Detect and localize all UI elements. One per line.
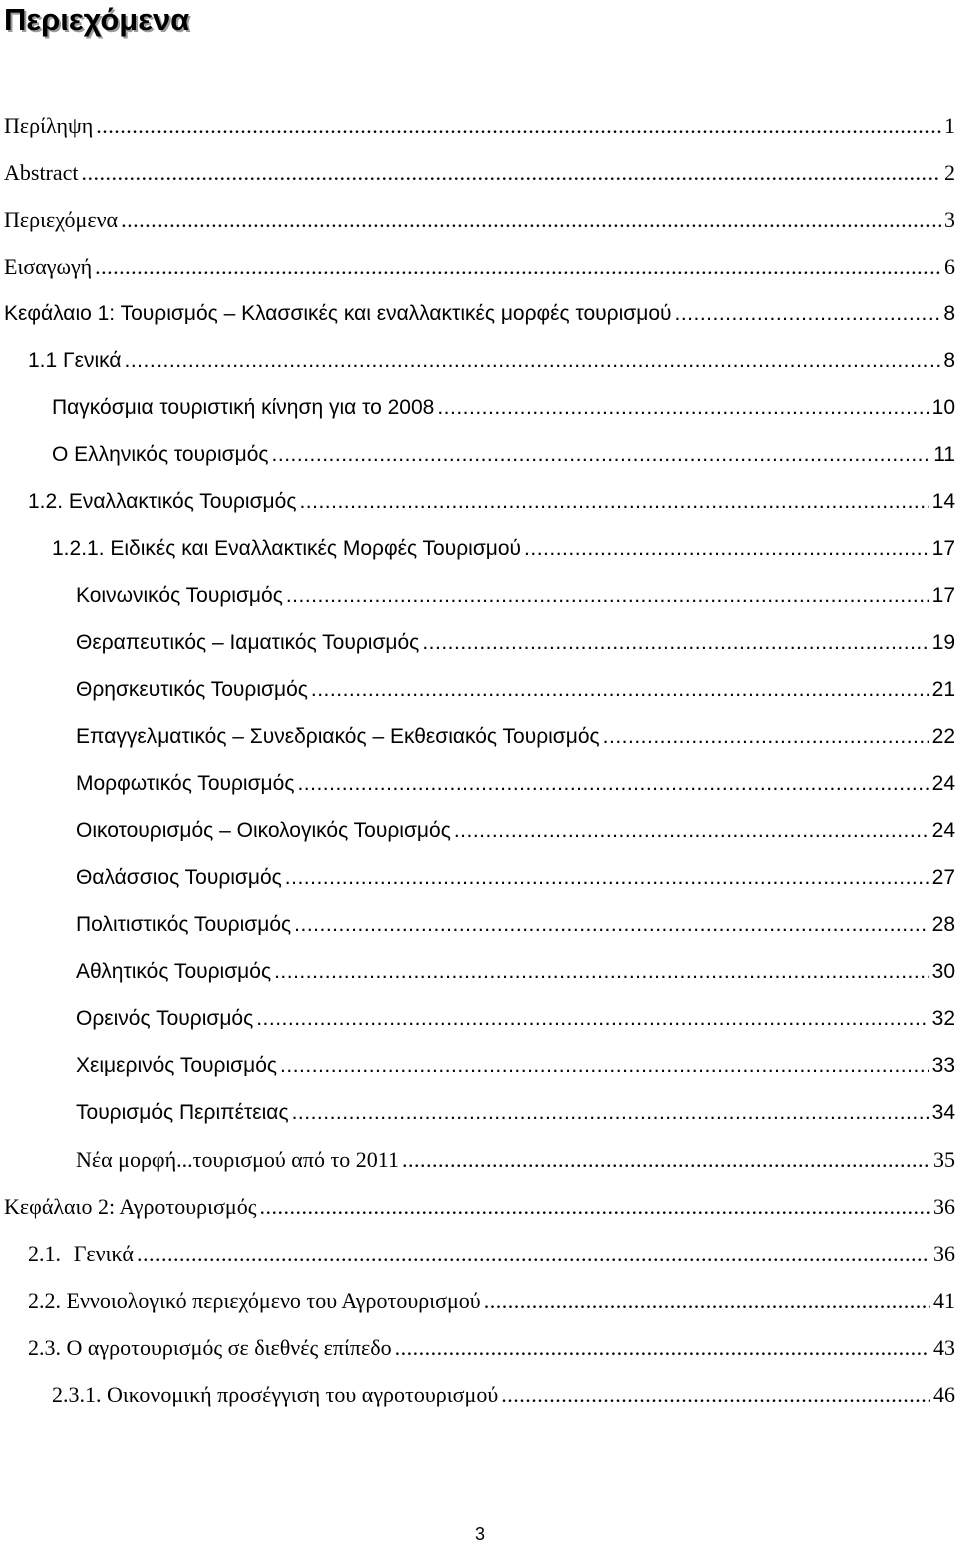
toc-entry[interactable] [0, 1042, 960, 1089]
toc-entry-label: Παγκόσμια τουριστική κίνηση για το 2008 [52, 396, 435, 419]
toc-page-number: 46 [933, 1382, 955, 1407]
toc-entry-label: Εισαγωγή [4, 254, 93, 279]
toc-page-number: 3 [944, 207, 955, 232]
toc-entry[interactable] [0, 149, 960, 196]
leader-dots [501, 1371, 930, 1418]
toc-page-number: 36 [933, 1241, 955, 1266]
toc-page-number: 24 [931, 772, 955, 795]
leader-dots [294, 901, 928, 948]
toc-entry-label: Νέα μορφή...τουρισμού από το 2011 [76, 1147, 399, 1172]
leader-dots [280, 1042, 929, 1089]
toc-entry[interactable] [0, 713, 960, 760]
leader-dots [121, 196, 941, 243]
leader-dots [297, 760, 928, 807]
toc-entry[interactable] [0, 337, 960, 384]
toc-entry-label: Θρησκευτικός Τουρισμός [76, 678, 308, 701]
toc-entry-label: Θεραπευτικός – Ιαματικός Τουρισμός [76, 631, 420, 654]
leader-dots [454, 807, 929, 854]
toc-page-number: 41 [933, 1288, 955, 1313]
toc-page-number: 32 [931, 1007, 955, 1030]
toc-entry-label: Περιεχόμενα [4, 207, 119, 232]
leader-dots [95, 243, 941, 290]
toc-entry[interactable] [0, 1136, 960, 1183]
toc-entry-label: Χειμερινός Τουρισμός [76, 1054, 278, 1077]
toc-page-number: 28 [931, 913, 955, 936]
leader-dots [674, 290, 940, 337]
toc-page-number: 22 [931, 725, 955, 748]
toc-entry[interactable] [0, 854, 960, 901]
toc-page-number: 35 [933, 1147, 955, 1172]
toc-entry-label: Κεφάλαιο 1: Τουρισμός – Κλασσικές και εναλλακτικές μορφές τουρισμού [4, 302, 672, 325]
toc-entry-label: Ο Ελληνικός τουρισμός [52, 443, 269, 466]
page-title: Περιεχόμενα [4, 2, 190, 37]
toc-entry[interactable] [0, 1089, 960, 1136]
leader-dots [422, 619, 928, 666]
toc-entry-label: Αθλητικός Τουρισμός [76, 960, 272, 983]
toc-entry-label: Κοινωνικός Τουρισμός [76, 584, 283, 607]
toc-entry[interactable] [0, 1277, 960, 1324]
leader-dots [484, 1277, 930, 1324]
page-number: 3 [474, 1524, 485, 1544]
toc-page-number: 1 [944, 113, 955, 138]
leader-dots [311, 666, 929, 713]
toc-entry[interactable] [0, 995, 960, 1042]
leader-dots [395, 1324, 930, 1371]
leader-dots [285, 854, 929, 901]
toc-page-number: 27 [931, 866, 955, 889]
toc-entry[interactable] [0, 807, 960, 854]
toc-entry[interactable] [0, 1183, 960, 1230]
toc-entry[interactable] [0, 196, 960, 243]
leader-dots [272, 431, 931, 478]
leader-dots [96, 102, 941, 149]
toc-entry-label: Θαλάσσιος Τουρισμός [76, 866, 282, 889]
toc-entry[interactable] [0, 1371, 960, 1418]
toc-entry[interactable] [0, 572, 960, 619]
toc-page-number: 36 [933, 1194, 955, 1219]
leader-dots [437, 384, 928, 431]
toc-entry[interactable] [0, 525, 960, 572]
table-of-contents [0, 102, 960, 1418]
toc-entry-number: 2.1. [28, 1241, 61, 1266]
leader-dots [402, 1136, 930, 1183]
toc-page-number: 8 [943, 302, 955, 325]
toc-page-number: 10 [931, 396, 955, 419]
toc-entry[interactable] [0, 478, 960, 525]
toc-entry-label: Περίληψη [4, 113, 94, 138]
toc-entry[interactable] [0, 760, 960, 807]
toc-entry[interactable] [0, 384, 960, 431]
leader-dots [299, 478, 928, 525]
toc-page-number: 43 [933, 1335, 955, 1360]
leader-dots [292, 1089, 929, 1136]
toc-page-number: 8 [943, 349, 955, 372]
leader-dots [259, 1183, 930, 1230]
toc-page-number: 6 [944, 254, 955, 279]
toc-entry[interactable] [0, 901, 960, 948]
toc-entry[interactable] [0, 431, 960, 478]
toc-entry-label: Γενικά [73, 1241, 134, 1266]
toc-page-number: 24 [931, 819, 955, 842]
toc-entry-label: Μορφωτικός Τουρισμός [76, 772, 295, 795]
toc-entry-label: 2.3. Ο αγροτουρισμός σε διεθνές επίπεδο [28, 1335, 392, 1360]
toc-entry-label: Ορεινός Τουρισμός [76, 1007, 254, 1030]
toc-page-number: 11 [933, 443, 955, 466]
toc-page-number: 14 [931, 490, 955, 513]
toc-entry-label: Επαγγελματικός – Συνεδριακός – Εκθεσιακός Τουρισμός [76, 725, 600, 748]
toc-page-number: 30 [931, 960, 955, 983]
toc-entry[interactable] [0, 666, 960, 713]
leader-dots [256, 995, 928, 1042]
toc-entry[interactable] [0, 1230, 960, 1277]
leader-dots [524, 525, 929, 572]
toc-entry-label: Κεφάλαιο 2: Αγροτουρισμός [4, 1194, 257, 1219]
toc-page-number: 17 [931, 537, 955, 560]
leader-dots [286, 572, 929, 619]
leader-dots [137, 1230, 930, 1277]
leader-dots [125, 337, 941, 384]
toc-entry-label: Abstract [4, 160, 79, 185]
toc-page-number: 21 [931, 678, 955, 701]
toc-page-number: 19 [931, 631, 955, 654]
toc-entry-label: Οικοτουρισμός – Οικολογικός Τουρισμός [76, 819, 451, 842]
toc-entry[interactable] [0, 1324, 960, 1371]
toc-page-number: 2 [944, 160, 955, 185]
toc-entry-label: 1.2. Εναλλακτικός Τουρισμός [28, 490, 297, 513]
toc-entry-label: 2.2. Εννοιολογικό περιεχόμενο του Αγροτουρισμού [28, 1288, 481, 1313]
toc-entry-label: 1.1 Γενικά [28, 349, 122, 372]
toc-entry-label: 2.3.1. Οικονομική προσέγγιση του αγροτουρισμού [52, 1382, 499, 1407]
toc-entry[interactable] [0, 948, 960, 995]
toc-entry-label: Πολιτιστικός Τουρισμός [76, 913, 292, 936]
toc-page-number: 17 [931, 584, 955, 607]
toc-entry[interactable] [0, 619, 960, 666]
toc-page-number: 33 [931, 1054, 955, 1077]
toc-entry[interactable] [0, 243, 960, 290]
leader-dots [274, 948, 929, 995]
toc-entry[interactable] [0, 290, 960, 337]
toc-page-number: 34 [931, 1101, 955, 1124]
leader-dots [603, 713, 929, 760]
toc-entry[interactable] [0, 102, 960, 149]
toc-entry-label: Τουρισμός Περιπέτειας [76, 1101, 289, 1124]
toc-entry-label: 1.2.1. Ειδικές και Εναλλακτικές Μορφές Τουρισμού [52, 537, 522, 560]
leader-dots [82, 149, 941, 196]
